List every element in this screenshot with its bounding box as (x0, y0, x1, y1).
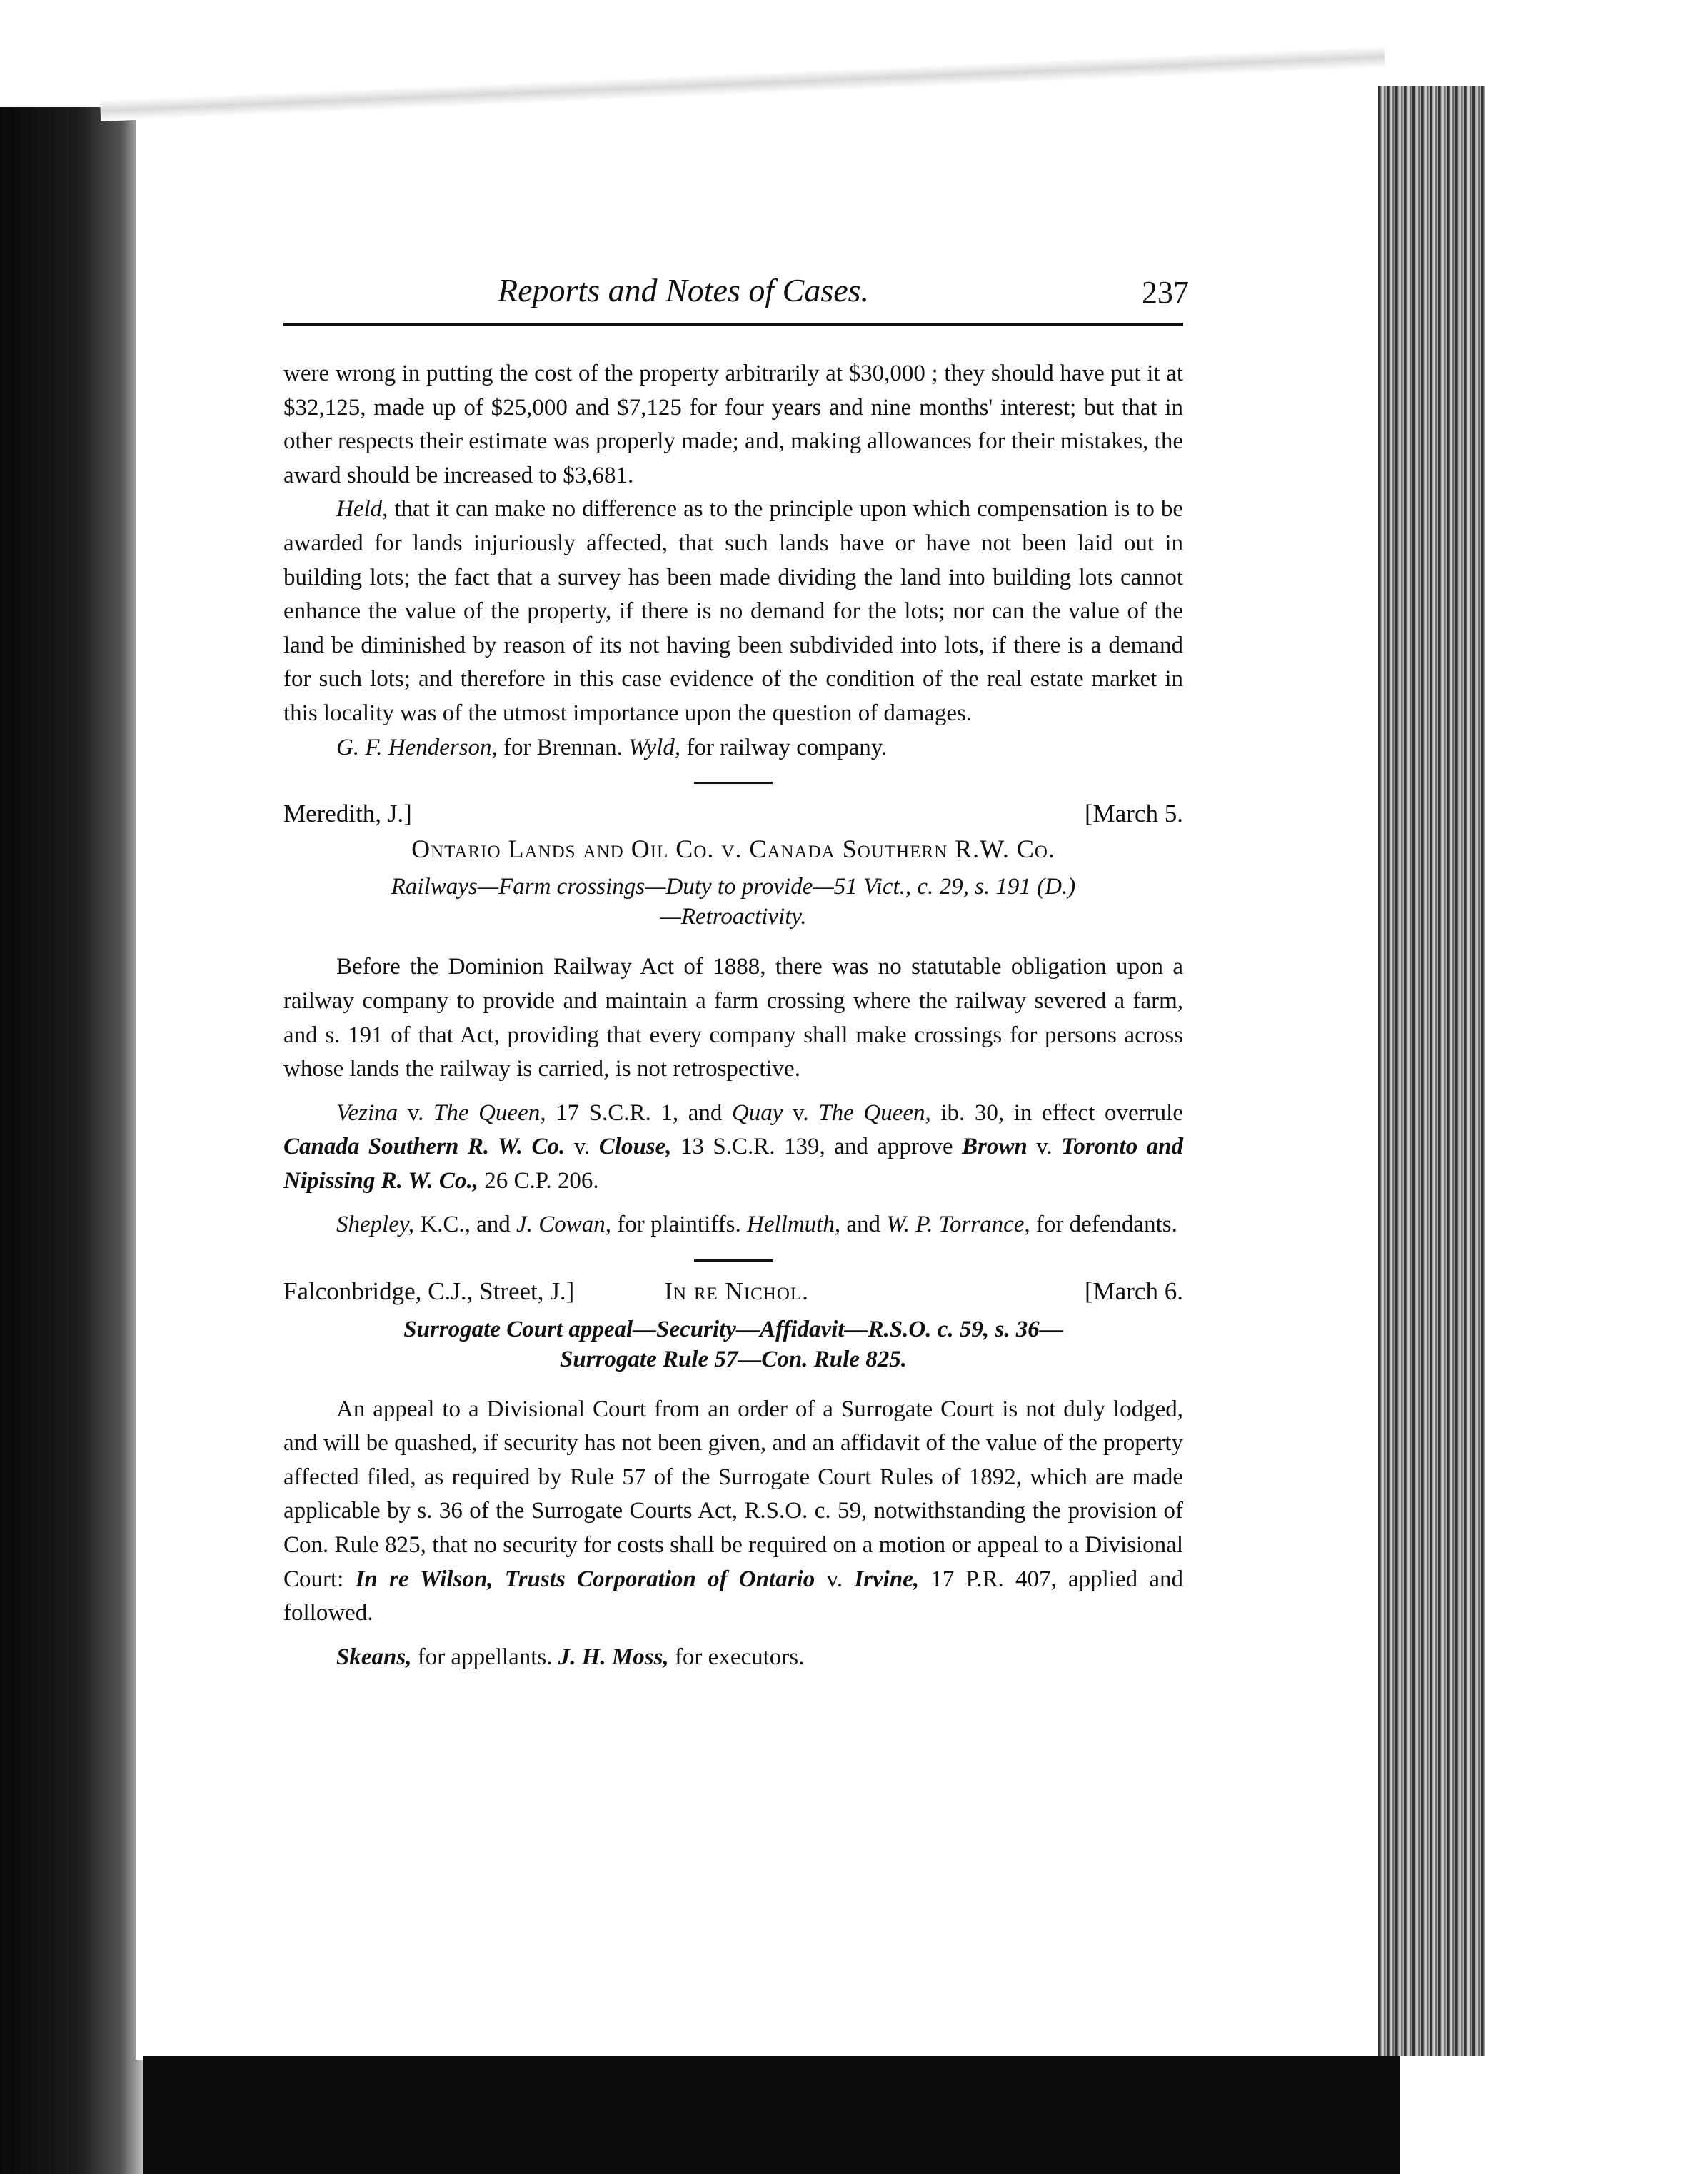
text-run: for executors. (668, 1644, 805, 1670)
case2-catchwords-line-1: Railways—Farm crossings—Duty to provide—51 Vict., c. 29, s. 191 (D.) (391, 874, 1076, 900)
counsel-name: G. F. Henderson, (336, 734, 498, 760)
text-run: v. (1027, 1134, 1062, 1160)
text-run: 17 S.C.R. 1, and (546, 1099, 732, 1126)
case3-catchwords-line-1: Surrogate Court appeal—Security—Affidavit—R.S.O. c. 59, s. 36— (403, 1316, 1063, 1342)
text-run: v. (783, 1099, 819, 1126)
case-name: Vezina (336, 1099, 398, 1126)
case3-catchwords-line-2: Surrogate Rule 57—Con. Rule 825. (560, 1346, 907, 1372)
page-header (283, 271, 1189, 321)
counsel-name: Wyld, (628, 734, 681, 760)
page-stack-edges (1378, 86, 1485, 2085)
text-run: ib. 30, in effect overrule (930, 1099, 1183, 1126)
case3-judge-line (283, 1274, 1183, 1309)
text-run: for plaintiffs. (611, 1212, 747, 1238)
text-run: An appeal to a Divisional Court from an order of a Surrogate Court is not duly lodged, and will be quashed, if security has not been given, and an affidavit of the value of the property affected filed, as required by Rule 57 of the Surrogate Court Rules of 1892, which are made applicable by s. 36 of the Surrogate Courts Act, R.S.O. c. 59, notwithstanding the provision of Con. Rule 825, that no security for costs shall be required on a motion or appeal to a Divisional Court: (283, 1396, 1183, 1592)
text-run: for appellants. (411, 1644, 558, 1670)
text-run: v. (398, 1099, 433, 1126)
counsel-name: W. P. Torrance, (886, 1212, 1030, 1238)
text-run: K.C., and (414, 1212, 517, 1238)
case3-date: [March 6. (1084, 1277, 1183, 1306)
case-name: Quay (731, 1099, 783, 1126)
case-name: Clouse, (598, 1134, 672, 1160)
running-head: Reports and Notes of Cases. (498, 272, 870, 308)
case3-paragraph-1 (283, 1393, 1183, 1631)
text-run: 26 C.P. 206. (478, 1167, 599, 1194)
spacer (283, 1198, 1183, 1208)
case-separator-rule (694, 1259, 773, 1262)
counsel-name: Hellmuth, (747, 1212, 841, 1238)
counsel-text: for Brennan. (497, 734, 629, 760)
case2-title: Ontario Lands and Oil Co. v. Canada Southern R.W. Co. (411, 834, 1055, 863)
counsel-name: Skeans, (336, 1644, 412, 1670)
case-name: Toronto and Nipissing R. W. Co., (283, 1134, 1184, 1194)
scan-left-binding-shadow (0, 107, 143, 2174)
case2-paragraph-1: Before the Dominion Railway Act of 1888, there was no statutable obligation upon a railway company to provide and maintain a farm crossing where the railway severed a farm, and s. 191 of that Act, providing that every company shall make crossings for persons across whose lands the railway is carried, is not retrospective. (283, 954, 1183, 1082)
case2-paragraph-2 (283, 1097, 1183, 1199)
page-body (283, 357, 1183, 1674)
counsel-name: Shepley, (336, 1212, 415, 1238)
case-name: Canada Southern R. W. Co. (283, 1134, 566, 1160)
text-run: 13 S.C.R. 139, and approve (671, 1134, 962, 1160)
case2-catchwords (283, 872, 1183, 932)
text-run: for defendants. (1030, 1212, 1177, 1238)
case2-date: [March 5. (1084, 800, 1183, 828)
held-label: Held, (336, 496, 388, 523)
header-rule (283, 323, 1183, 326)
text-run: and (840, 1212, 887, 1238)
case-name: The Queen, (818, 1099, 931, 1126)
counsel-text: for railway company. (680, 734, 888, 760)
case3-title: In re Nichol. (664, 1277, 809, 1306)
case1-held-paragraph (283, 493, 1183, 730)
case-name: The Queen, (433, 1099, 546, 1126)
case-name: Irvine, (854, 1566, 920, 1592)
case2-judge: Meredith, J.] (283, 800, 412, 828)
text-run: 17 P.R. 407, applied and followed. (283, 1566, 1184, 1626)
case3-catchwords (283, 1314, 1183, 1374)
case1-paragraph-1: were wrong in putting the cost of the property arbitrarily at $30,000 ; they should have put it at $32,125, made up of $25,000 and $7,125 for four years and nine months' interest; but that in other respects their estimate was properly made; and, making allowances for their mistakes, the award should be increased to $3,681. (283, 361, 1183, 488)
case-name: In re Wilson, Trusts Corporation of Ontario (355, 1566, 815, 1592)
case3-counsel (283, 1641, 1183, 1675)
case3-judges: Falconbridge, C.J., Street, J.] (283, 1277, 575, 1306)
case2-catchwords-line-2: —Retroactivity. (660, 904, 807, 930)
case1-counsel (283, 731, 1183, 765)
spacer (283, 1087, 1183, 1097)
page-number: 237 (1142, 275, 1189, 310)
case2-judge-line (283, 797, 1183, 831)
text-run: v. (815, 1566, 855, 1592)
case2-counsel (283, 1208, 1183, 1242)
held-text: that it can make no difference as to the principle upon which compensation is to be awarded for lands injuriously affected, that such lands have or have not been laid out in building lots; the fact that a survey has been made dividing the land into building lots cannot enhance the value of the property, if there is no demand for the lots; nor can the value of the land be diminished by reason of its not having been subdivided into lots, if there is a demand for such lots; and therefore in this case evidence of the condition of the real estate market in this locality was of the utmost importance upon the question of damages. (283, 496, 1183, 726)
spacer (283, 1631, 1183, 1641)
case-name: Brown (962, 1134, 1028, 1160)
counsel-name: J. Cowan, (516, 1212, 611, 1238)
scan-bottom-right-margin (1400, 2056, 1708, 2174)
text-run: v. (565, 1134, 599, 1160)
counsel-name: J. H. Moss, (558, 1644, 669, 1670)
case-separator-rule (694, 782, 773, 784)
